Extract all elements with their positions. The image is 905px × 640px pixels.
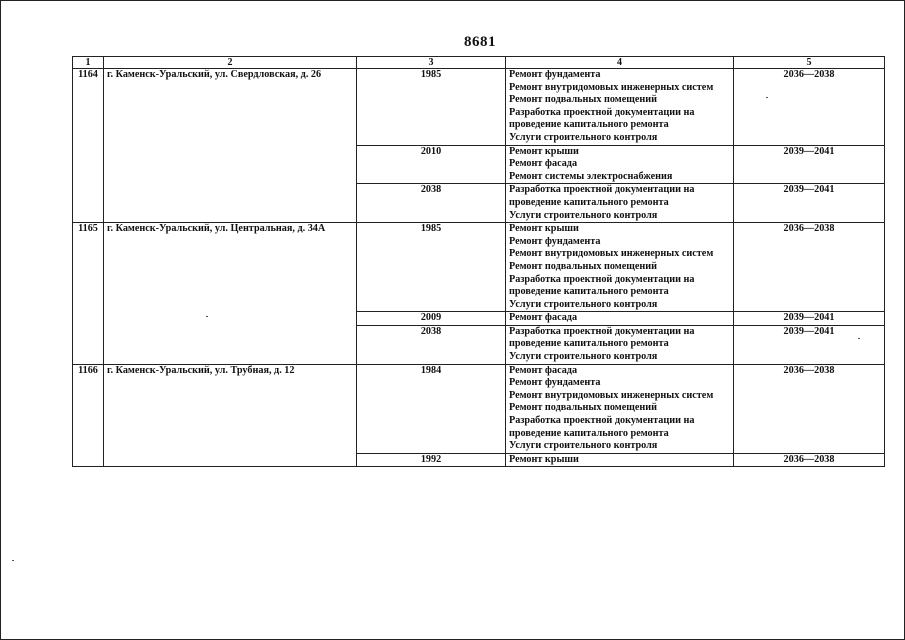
work-item: Ремонт системы электроснабжения [509, 170, 673, 182]
work-item: Ремонт крыши [509, 145, 579, 157]
work-item: Услуги строительного контроля [509, 298, 658, 310]
scan-speck [12, 560, 14, 561]
building-address: г. Каменск-Уральский, ул. Трубная, д. 12 [104, 364, 357, 467]
table-row [73, 223, 885, 312]
work-item: Ремонт внутридомовых инженерных систем [509, 389, 714, 401]
scan-speck [858, 338, 860, 339]
stage-year: 2038 [357, 325, 506, 364]
works-list [506, 453, 734, 467]
scan-speck [766, 97, 768, 98]
stage-year: 1984 [357, 364, 506, 453]
work-item: проведение капитального ремонта [509, 119, 669, 131]
work-item: Разработка проектной документации на [509, 184, 695, 196]
building-number: 1165 [73, 223, 104, 365]
building-number: 1166 [73, 364, 104, 467]
planned-period: 2036—2038 [734, 223, 885, 312]
work-item: Ремонт подвальных помещений [509, 94, 657, 106]
work-item: Услуги строительного контроля [509, 440, 658, 452]
work-item: Ремонт подвальных помещений [509, 260, 657, 272]
work-item: Ремонт крыши [509, 453, 579, 465]
work-item: Ремонт фундамента [509, 235, 601, 247]
repair-schedule-table [72, 56, 885, 467]
building-address: г. Каменск-Уральский, ул. Центральная, д. 34А [104, 223, 357, 365]
work-item: Ремонт фасада [509, 158, 578, 170]
works-list [506, 184, 734, 223]
works-list [506, 223, 734, 312]
planned-period: 2039—2041 [734, 312, 885, 326]
work-item: Ремонт крыши [509, 223, 579, 235]
page-number: 8681 [464, 34, 496, 50]
work-item: Ремонт подвальных помещений [509, 402, 657, 414]
work-item: Разработка проектной документации на [509, 325, 695, 337]
works-list [506, 69, 734, 146]
table-body [73, 69, 885, 467]
planned-period: 2039—2041 [734, 325, 885, 364]
column-header: 1 [73, 57, 104, 69]
planned-period: 2036—2038 [734, 453, 885, 467]
building-number: 1164 [73, 69, 104, 223]
work-item: проведение капитального ремонта [509, 338, 669, 350]
header-row [73, 57, 885, 69]
stage-year: 2010 [357, 145, 506, 184]
table-row [73, 69, 885, 146]
work-item: Ремонт фундамента [509, 377, 601, 389]
stage-year: 2038 [357, 184, 506, 223]
planned-period: 2036—2038 [734, 364, 885, 453]
planned-period: 2039—2041 [734, 184, 885, 223]
table-row [73, 364, 885, 453]
stage-year: 1992 [357, 453, 506, 467]
work-item: Разработка проектной документации на [509, 106, 695, 118]
scan-speck [206, 316, 208, 317]
works-list [506, 145, 734, 184]
work-item: Разработка проектной документации на [509, 273, 695, 285]
stage-year: 1985 [357, 69, 506, 146]
column-header: 3 [357, 57, 506, 69]
work-item: Услуги строительного контроля [509, 351, 658, 363]
work-item: проведение капитального ремонта [509, 427, 669, 439]
work-item: Разработка проектной документации на [509, 415, 695, 427]
column-header: 4 [506, 57, 734, 69]
planned-period: 2036—2038 [734, 69, 885, 146]
work-item: Ремонт фасада [509, 312, 578, 324]
stage-year: 1985 [357, 223, 506, 312]
work-item: Ремонт фундамента [509, 69, 601, 80]
column-header: 5 [734, 57, 885, 69]
works-list [506, 325, 734, 364]
column-header: 2 [104, 57, 357, 69]
work-item: проведение капитального ремонта [509, 286, 669, 298]
work-item: Ремонт внутридомовых инженерных систем [509, 248, 714, 260]
work-item: Ремонт фасада [509, 364, 578, 376]
work-item: Услуги строительного контроля [509, 209, 658, 221]
work-item: Ремонт внутридомовых инженерных систем [509, 81, 714, 93]
planned-period: 2039—2041 [734, 145, 885, 184]
work-item: Услуги строительного контроля [509, 131, 658, 143]
work-item: проведение капитального ремонта [509, 196, 669, 208]
works-list [506, 364, 734, 453]
works-list [506, 312, 734, 326]
building-address: г. Каменск-Уральский, ул. Свердловская, д. 26 [104, 69, 357, 223]
stage-year: 2009 [357, 312, 506, 326]
